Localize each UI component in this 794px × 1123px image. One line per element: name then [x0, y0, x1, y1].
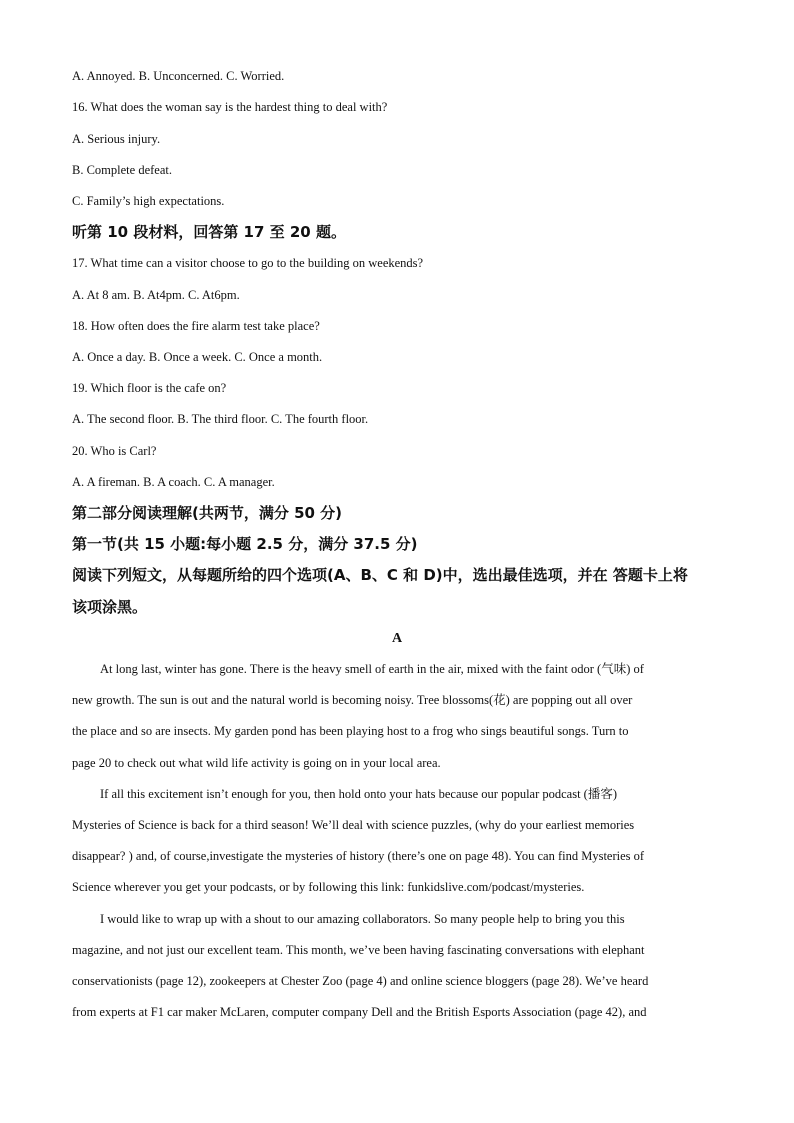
passage-line: disappear? ) and, of course,investigate the mysteries of history (there’s one on page 48). You can find Mysteries of	[72, 849, 645, 863]
q17-options: A. At 8 am. B. At4pm. C. At6pm.	[72, 288, 240, 302]
q16-question: 16. What does the woman say is the hardest thing to deal with?	[72, 100, 388, 114]
passage-line: new growth. The sun is out and the natural world is becoming noisy. Tree blossoms(花) are popping out all over	[72, 693, 633, 707]
passage-line: magazine, and not just our excellent team. This month, we’ve been having fascinating conversations with elephant	[72, 943, 645, 957]
q19-options: A. The second floor. B. The third floor. C. The fourth floor.	[72, 412, 369, 426]
q20-options: A. A fireman. B. A coach. C. A manager.	[72, 475, 275, 489]
q18-options: A. Once a day. B. Once a week. C. Once a month.	[72, 350, 323, 364]
section-one-heading: 第一节(共 15 小题:每小题 2.5 分，满分 37.5 分)	[72, 535, 418, 553]
q16-option-c: C. Family’s high expectations.	[72, 194, 225, 208]
q17-question: 17. What time can a visitor choose to go to the building on weekends?	[72, 256, 424, 270]
section-heading-material-10: 听第 10 段材料，回答第 17 至 20 题。	[72, 223, 346, 241]
passage-line: Science wherever you get your podcasts, or by following this link: funkidslive.com/podcast/mysteries.	[72, 880, 585, 894]
passage-line: page 20 to check out what wild life activity is going on in your local area.	[72, 756, 441, 770]
passage-line: conservationists (page 12), zookeepers at Chester Zoo (page 4) and online science bloggers (page 28). We’ve heard	[72, 974, 649, 988]
instructions-line-2: 该项涂黑。	[72, 598, 148, 616]
q16-option-b: B. Complete defeat.	[72, 163, 172, 177]
passage-line: If all this excitement isn’t enough for you, then hold onto your hats because our popular podcast (播客)	[100, 787, 618, 801]
passage-line: At long last, winter has gone. There is the heavy smell of earth in the air, mixed with the faint odor (气味) of	[100, 662, 644, 676]
q16-option-a: A. Serious injury.	[72, 132, 161, 146]
q19-question: 19. Which floor is the cafe on?	[72, 381, 227, 395]
passage-line: the place and so are insects. My garden pond has been playing host to a frog who sings beautiful songs. Turn to	[72, 724, 629, 738]
passage-line: I would like to wrap up with a shout to our amazing collaborators. So many people help to bring you this	[100, 912, 625, 926]
passage-label: A	[391, 631, 403, 646]
q15-options: A. Annoyed. B. Unconcerned. C. Worried.	[72, 69, 285, 83]
instructions-line-1: 阅读下列短文，从每题所给的四个选项(A、B、C 和 D)中，选出最佳选项，并在 答题卡上将	[72, 566, 688, 584]
q20-question: 20. Who is Carl?	[72, 444, 157, 458]
q18-question: 18. How often does the fire alarm test take place?	[72, 319, 320, 333]
part-two-heading: 第二部分阅读理解(共两节，满分 50 分)	[72, 504, 343, 522]
passage-line: from experts at F1 car maker McLaren, computer company Dell and the British Esports Association (page 42), and	[72, 1005, 647, 1019]
passage-line: Mysteries of Science is back for a third season! We’ll deal with science puzzles, (why do your earliest memories	[72, 818, 635, 832]
